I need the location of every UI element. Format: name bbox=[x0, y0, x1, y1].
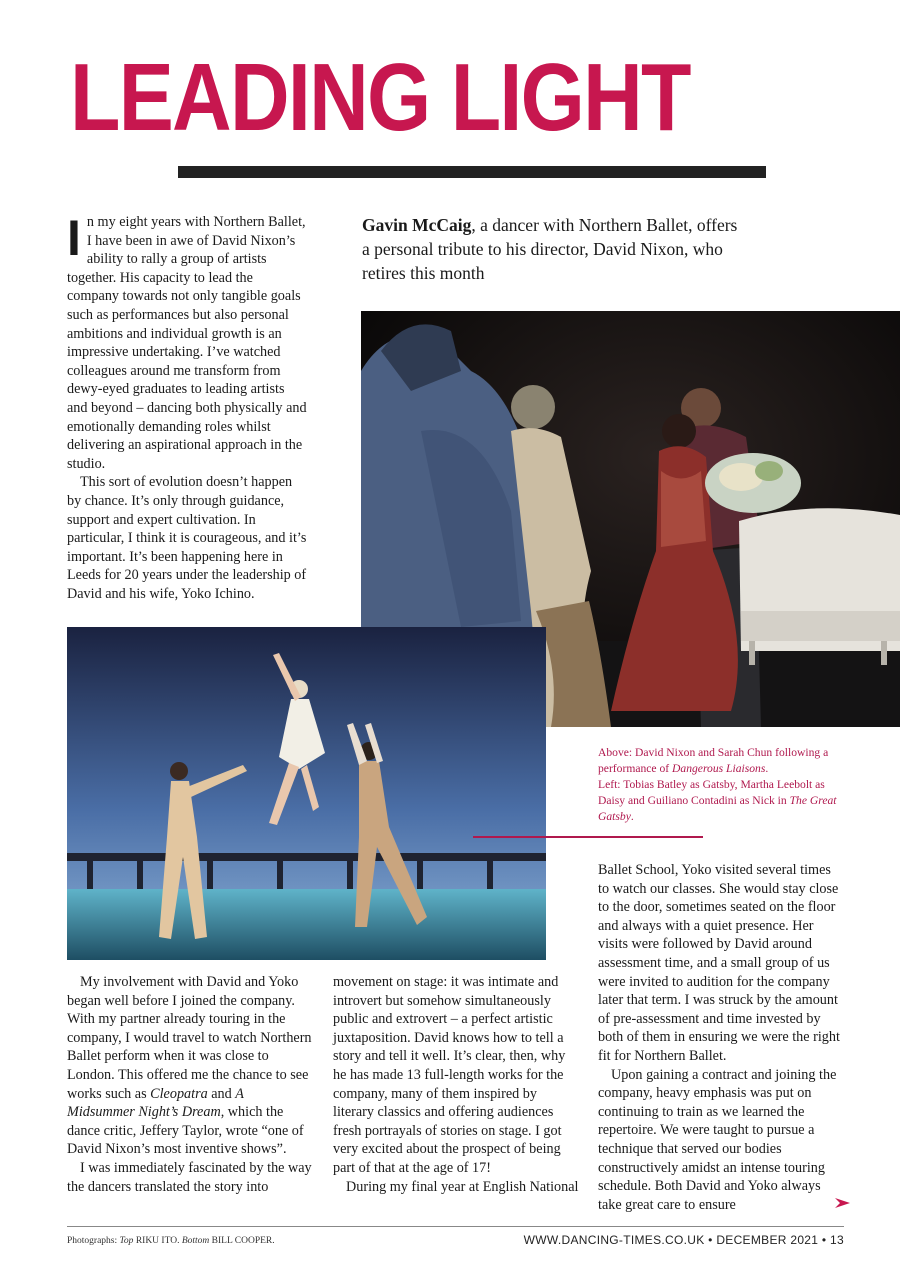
intro-paragraph bbox=[67, 210, 307, 473]
folio: WWW.DANCING-TIMES.CO.UK • DECEMBER 2021 • 13 bbox=[523, 1233, 844, 1247]
work-title-midsummer: A Midsummer Night’s Dream bbox=[67, 1085, 244, 1121]
continue-arrow-icon bbox=[834, 1196, 852, 1210]
standfirst-author: Gavin McCaig bbox=[362, 215, 472, 235]
work-title-cleopatra: Cleopatra bbox=[150, 1085, 208, 1102]
photo-great-gatsby bbox=[67, 627, 546, 960]
paragraph-6: Upon gaining a contract and joining the company, heavy emphasis was put on continuing to train as we learned the repertoire. We were taught to pursue a technique that served our bodies constructively amidst an intense touring schedule. Both David and Yoko always take great care to ensure bbox=[598, 1066, 837, 1213]
article-column-3 bbox=[598, 861, 843, 1214]
credits-label: Photographs: bbox=[67, 1236, 120, 1246]
paragraph-5-continued: Ballet School, Yoko visited several times to watch our classes. She would stay close to the door, sometimes seated on the floor and always with a quiet presence. Her visits were followed by David around assessment time, and a small group of us were invited to audition for the company later that term. I was struck by the amount of pre-assessment and time invested by both of them in ensuring we were the right fit for Northern Ballet. bbox=[598, 862, 840, 1064]
caption-above-end: . bbox=[765, 762, 769, 775]
paragraph-4: I was immediately fascinated by the way the dancers translated the story into bbox=[67, 1159, 312, 1195]
caption-above-text: Above: David Nixon and Sarah Chun following a performance of bbox=[598, 746, 829, 775]
paragraph-3 bbox=[67, 973, 315, 1159]
caption-rule bbox=[473, 836, 703, 838]
standfirst bbox=[362, 213, 742, 285]
page-number: 13 bbox=[830, 1233, 844, 1247]
paragraph-2: This sort of evolution doesn’t happen by chance. It’s only through guidance, support and expert cultivation. In particular, I think it is courageous, and it’s important. It’s been happening here in Leeds for 20 years under the leadership of David and his wife, Yoko Ichino. bbox=[67, 474, 307, 602]
paragraph-5: During my final year at English National bbox=[346, 1178, 579, 1195]
photo-caption bbox=[598, 745, 848, 825]
article-column-1 bbox=[67, 210, 307, 603]
caption-left-end: . bbox=[630, 810, 634, 823]
credits-top-label: Top bbox=[119, 1236, 134, 1246]
photo-credits bbox=[67, 1236, 275, 1246]
footer-rule bbox=[67, 1226, 844, 1227]
credits-top: RIKU ITO. bbox=[133, 1236, 182, 1246]
title-rule bbox=[178, 166, 766, 178]
paragraph-4-continued: movement on stage: it was intimate and introvert but somehow simultaneously public and extrovert – a perfect artistic juxtaposition. David knows how to tell a story and tell it well. It’s clear, then, why he has made 13 full-length works for the company, many of them inspired by literary classics and offering audiences fresh portrayals of stories on stage. I got very excited about the prospect of being part of that at the age of 17! bbox=[333, 974, 566, 1176]
paragraph-3-and: and bbox=[207, 1085, 236, 1102]
caption-above-work: Dangerous Liaisons bbox=[672, 762, 766, 775]
credits-bottom: BILL COOPER. bbox=[209, 1236, 275, 1246]
caption-left-work: The Great Gatsby bbox=[598, 794, 837, 823]
site-url[interactable]: WWW.DANCING-TIMES.CO.UK bbox=[523, 1233, 705, 1247]
paragraph-3-text-a: My involvement with David and Yoko began well before I joined the company. With my partner already touring in the company, I would travel to watch Northern Ballet perform when it was close to London. This offered me the chance to see works such as bbox=[67, 974, 312, 1102]
caption-left-text: Left: Tobias Batley as Gatsby, Martha Leebolt as Daisy and Guiliano Contadini as Nick in bbox=[598, 778, 825, 807]
issue-date: DECEMBER 2021 bbox=[716, 1233, 819, 1247]
credits-bottom-label: Bottom bbox=[181, 1236, 210, 1246]
drop-cap: I bbox=[67, 210, 81, 266]
paragraph-1: n my eight years with Northern Ballet, I have been in awe of David Nixon’s ability to rally a group of artists together. His capacity to lead the company towards not only tangible goals such as performances but also personal ambitions and individual growth is an impressive undertaking. I’ve watched colleagues around me transform from dewy-eyed graduates to leading artists and beyond – dancing both physically and emotionally demanding roles whilst delivering an aspirational approach in the studio. bbox=[67, 214, 307, 472]
photo-left-illustration bbox=[67, 627, 546, 960]
article-column-2 bbox=[333, 973, 581, 1196]
standfirst-text: , a dancer with Northern Ballet, offers a personal tribute to his director, David Nixon, who retires this month bbox=[362, 215, 738, 283]
paragraph-3-text-b: , which the dance critic, Jeffery Taylor, wrote “one of David Nixon’s most inventive shows”. bbox=[67, 1104, 304, 1158]
article-column-1-lower bbox=[67, 973, 315, 1196]
page-title: LEADING LIGHT bbox=[70, 44, 690, 151]
